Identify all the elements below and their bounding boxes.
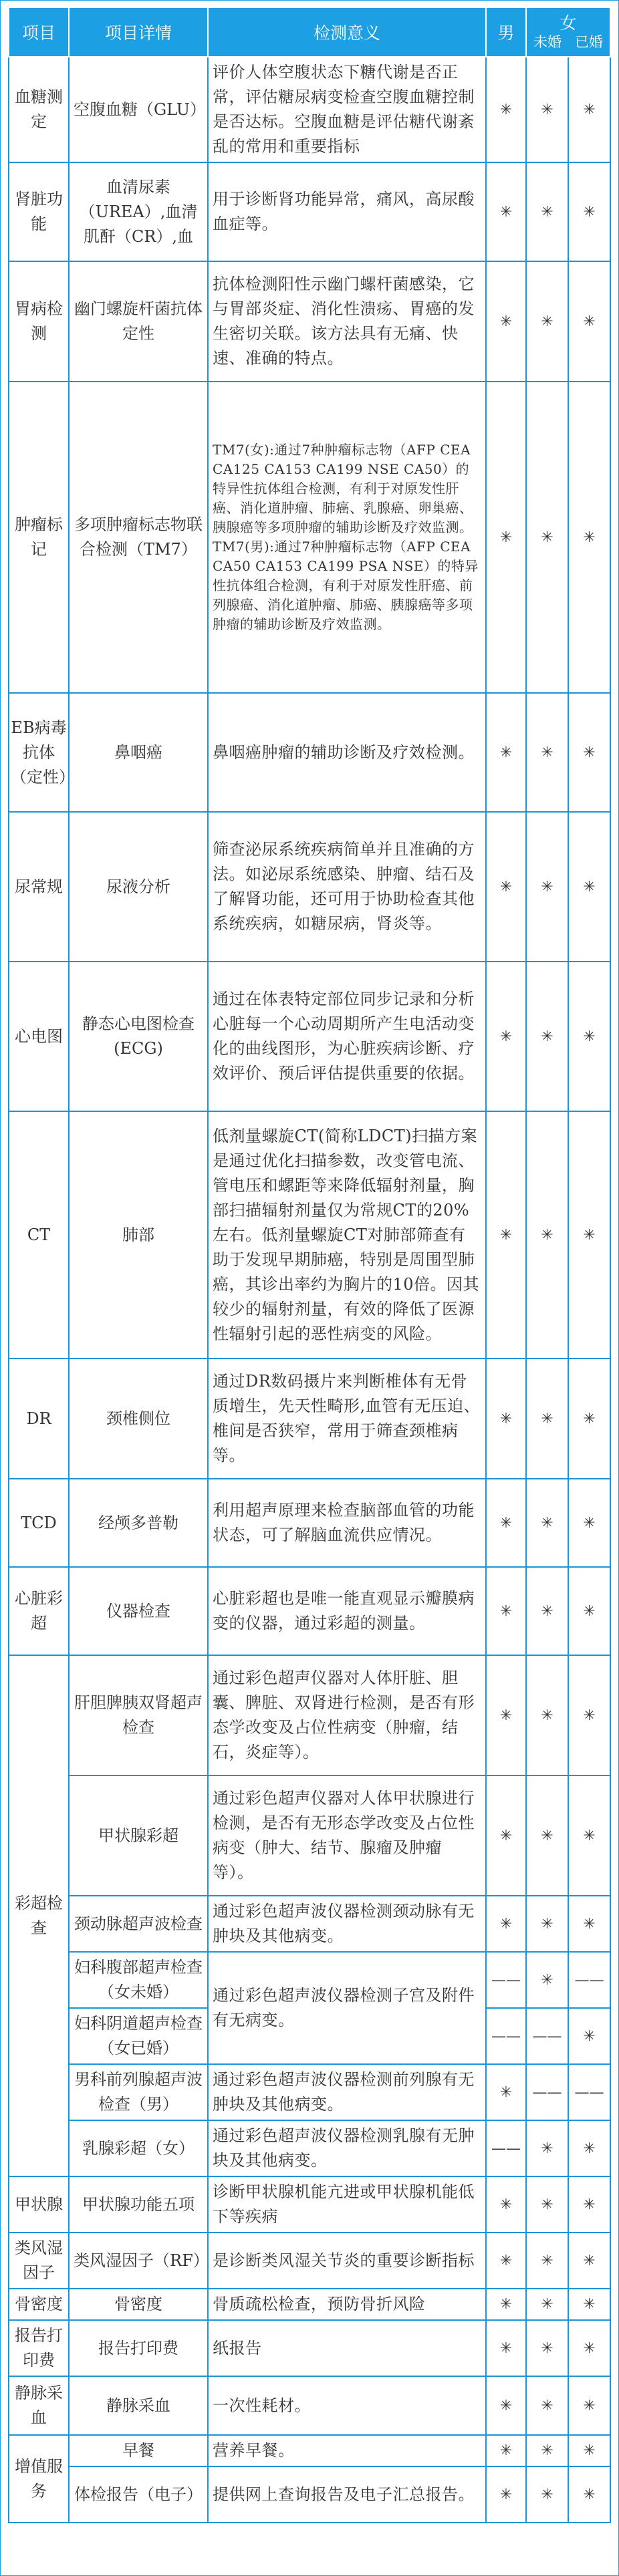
header-unmarried: 未婚	[533, 34, 562, 50]
table-row	[9, 2233, 610, 2289]
unmarried-mark: ✳	[526, 1896, 568, 1952]
table-row	[9, 2064, 610, 2120]
meaning-cell: 一次性耗材。	[208, 2376, 486, 2435]
unmarried-mark: ✳	[526, 1775, 568, 1896]
meaning-cell: 筛查泌尿系统疾病简单并且准确的方法。如泌尿系统感染、肿瘤、结石及了解肾功能，还可用于协助检查其他系统疾病，如糖尿病，肾炎等。	[208, 812, 486, 962]
meaning-cell: 通过彩色超声波仪器检测颈动脉有无肿块及其他病变。	[208, 1896, 486, 1952]
male-mark: ✳	[486, 2289, 526, 2320]
table-row	[9, 57, 610, 162]
married-mark: ✳	[568, 2176, 610, 2233]
category-cell: DR	[9, 1358, 69, 1479]
item-cell: 鼻咽癌	[69, 693, 208, 812]
category-cell: TCD	[9, 1479, 69, 1567]
table-row	[9, 1655, 610, 1775]
married-mark: ✳	[568, 1775, 610, 1896]
item-cell: 颈椎侧位	[69, 1358, 208, 1479]
table-row	[9, 1775, 610, 1896]
meaning-cell: 评价人体空腹状态下糖代谢是否正常，评估糖尿病变检查空腹血糖控制是否达标。空腹血糖是评估糖代谢紊乱的常用和重要指标	[208, 57, 486, 162]
male-mark: ✳	[486, 261, 526, 382]
male-mark: ✳	[486, 962, 526, 1111]
meaning-cell: 抗体检测阳性示幽门螺杆菌感染，它与胃部炎症、消化性溃疡、胃癌的发生密切关联。该方法具有无痛、快速、准确的特点。	[208, 261, 486, 382]
header-female	[526, 7, 610, 57]
married-mark: ——	[568, 1952, 610, 2008]
meaning-cell: 通过彩色超声仪器对人体甲状腺进行检测，是否有无形态学改变及占位性病变（肿大、结节、腺瘤及肿瘤等）。	[208, 1775, 486, 1896]
category-cell: 类风湿因子	[9, 2233, 69, 2289]
table-body	[9, 57, 610, 2523]
table-row	[9, 2289, 610, 2320]
item-cell: 仪器检查	[69, 1567, 208, 1655]
category-cell: 肿瘤标记	[9, 382, 69, 693]
meaning-cell: 利用超声原理来检查脑部血管的功能状态，可了解脑血流供应情况。	[208, 1479, 486, 1567]
male-mark: ✳	[486, 1896, 526, 1952]
unmarried-mark: ✳	[526, 693, 568, 812]
unmarried-mark: ✳	[526, 2320, 568, 2376]
male-mark: ✳	[486, 162, 526, 261]
meaning-cell: 营养早餐。	[208, 2435, 486, 2466]
unmarried-mark: ✳	[526, 2435, 568, 2466]
item-cell: 空腹血糖（GLU）	[69, 57, 208, 162]
table-row	[9, 1111, 610, 1358]
male-mark: ✳	[486, 2320, 526, 2376]
category-cell: 血糖测定	[9, 57, 69, 162]
married-mark: ✳	[568, 812, 610, 962]
category-cell: 静脉采血	[9, 2376, 69, 2435]
table-row	[9, 2120, 610, 2176]
married-mark: ✳	[568, 57, 610, 162]
table-row	[9, 382, 610, 693]
item-cell: 骨密度	[69, 2289, 208, 2320]
meaning-cell: 通过DR数码摄片来判断椎体有无骨质增生，先天性畸形,血管有无压迫、椎间是否狭窄，常用于筛查颈椎病等。	[208, 1358, 486, 1479]
male-mark: ——	[486, 2120, 526, 2176]
category-cell: 心电图	[9, 962, 69, 1111]
item-cell: 血清尿素（UREA）,血清肌酐（CR）,血	[69, 162, 208, 261]
unmarried-mark: ✳	[526, 1479, 568, 1567]
item-cell: 经颅多普勒	[69, 1479, 208, 1567]
male-mark: ✳	[486, 1358, 526, 1479]
male-mark: ✳	[486, 2176, 526, 2233]
item-cell: 静脉采血	[69, 2376, 208, 2435]
table-row	[9, 2376, 610, 2435]
married-mark: ✳	[568, 2320, 610, 2376]
meaning-cell: 提供网上查询报告及电子汇总报告。	[208, 2466, 486, 2523]
male-mark: ✳	[486, 2064, 526, 2120]
male-mark: ✳	[486, 2376, 526, 2435]
item-cell: 体检报告（电子）	[69, 2466, 208, 2523]
meaning-cell: TM7(女):通过7种肿瘤标志物（AFP CEA CA125 CA153 CA199 NSE CA50）的特异性抗体组合检测，有利于对原发性肝癌、消化道肿瘤、肺癌、乳腺癌、卵巢癌、胰腺癌等多项肿瘤的辅助诊断及疗效监测。TM7(男):通过7种肿瘤标志物（AFP CEA CA50 CA153 CA199 PSA NSE）的特异性抗体组合检测，有利于对原发性肝癌、前列腺癌、消化道肿瘤、肺癌、胰腺癌等多项肿瘤的辅助诊断及疗效监测。	[208, 382, 486, 693]
unmarried-mark: ✳	[526, 812, 568, 962]
married-mark: ✳	[568, 1896, 610, 1952]
married-mark: ✳	[568, 2376, 610, 2435]
male-mark: ✳	[486, 1567, 526, 1655]
male-mark: ✳	[486, 382, 526, 693]
unmarried-mark: ✳	[526, 1358, 568, 1479]
category-cell: 增值服务	[9, 2435, 69, 2523]
header-male: 男	[486, 7, 526, 57]
category-cell: CT	[9, 1111, 69, 1358]
table-row	[9, 1896, 610, 1952]
table-row	[9, 261, 610, 382]
category-cell: 骨密度	[9, 2289, 69, 2320]
meaning-cell: 用于诊断肾功能异常，痛风，高尿酸血症等。	[208, 162, 486, 261]
category-cell: 报告打印费	[9, 2320, 69, 2376]
married-mark: ✳	[568, 1358, 610, 1479]
male-mark: ✳	[486, 812, 526, 962]
item-cell: 妇科阴道超声检查（女已婚）	[69, 2008, 208, 2064]
item-cell: 多项肿瘤标志物联合检测（TM7）	[69, 382, 208, 693]
married-mark: ✳	[568, 693, 610, 812]
table-row	[9, 1479, 610, 1567]
unmarried-mark: ✳	[526, 1952, 568, 2008]
unmarried-mark: ✳	[526, 2120, 568, 2176]
unmarried-mark: ✳	[526, 2176, 568, 2233]
male-mark: ✳	[486, 57, 526, 162]
category-cell: 甲状腺	[9, 2176, 69, 2233]
married-mark: ✳	[568, 1655, 610, 1775]
table-row	[9, 812, 610, 962]
unmarried-mark: ✳	[526, 1655, 568, 1775]
married-mark: ✳	[568, 261, 610, 382]
table-row	[9, 162, 610, 261]
male-mark: ✳	[486, 1655, 526, 1775]
header-category: 项目	[9, 7, 69, 57]
item-cell: 尿液分析	[69, 812, 208, 962]
unmarried-mark: ✳	[526, 2376, 568, 2435]
table-row	[9, 1358, 610, 1479]
unmarried-mark: ——	[526, 2008, 568, 2064]
unmarried-mark: ✳	[526, 162, 568, 261]
item-cell: 静态心电图检查(ECG)	[69, 962, 208, 1111]
table-row	[9, 962, 610, 1111]
item-cell: 幽门螺旋杆菌抗体定性	[69, 261, 208, 382]
table-row	[9, 2176, 610, 2233]
unmarried-mark: ✳	[526, 2466, 568, 2523]
item-cell: 甲状腺彩超	[69, 1775, 208, 1896]
meaning-cell: 是诊断类风湿关节炎的重要诊断指标	[208, 2233, 486, 2289]
married-mark: ✳	[568, 2435, 610, 2466]
male-mark: ✳	[486, 693, 526, 812]
category-cell: 心脏彩超	[9, 1567, 69, 1655]
item-cell: 类风湿因子（RF）	[69, 2233, 208, 2289]
item-cell: 男科前列腺超声波检查（男）	[69, 2064, 208, 2120]
item-cell: 肺部	[69, 1111, 208, 1358]
meaning-cell: 纸报告	[208, 2320, 486, 2376]
item-cell: 乳腺彩超（女）	[69, 2120, 208, 2176]
item-cell: 妇科腹部超声检查（女未婚）	[69, 1952, 208, 2008]
category-cell: 胃病检测	[9, 261, 69, 382]
exam-items-table	[8, 7, 611, 2523]
category-cell: 彩超检查	[9, 1655, 69, 2176]
unmarried-mark: ✳	[526, 962, 568, 1111]
header-meaning: 检测意义	[208, 7, 486, 57]
meaning-cell: 通过彩色超声仪器对人体肝脏、胆囊、脾脏、双肾进行检测，是否有形态学改变及占位性病变（肿瘤，结石，炎症等）。	[208, 1655, 486, 1775]
married-mark: ✳	[568, 1567, 610, 1655]
married-mark: ✳	[568, 382, 610, 693]
meaning-cell: 通过彩色超声波仪器检测乳腺有无肿块及其他病变。	[208, 2120, 486, 2176]
unmarried-mark: ——	[526, 2064, 568, 2120]
table-row	[9, 1952, 610, 2008]
item-cell: 早餐	[69, 2435, 208, 2466]
meaning-cell: 通过在体表特定部位同步记录和分析心脏每一个心动周期所产生电活动变化的曲线图形，为心脏疾病诊断、疗效评价、预后评估提供重要的依据。	[208, 962, 486, 1111]
item-cell: 报告打印费	[69, 2320, 208, 2376]
male-mark: ✳	[486, 1775, 526, 1896]
meaning-cell: 诊断甲状腺机能亢进或甲状腺机能低下等疾病	[208, 2176, 486, 2233]
married-mark: ✳	[568, 2120, 610, 2176]
male-mark: ✳	[486, 2435, 526, 2466]
category-cell: 肾脏功能	[9, 162, 69, 261]
table-row	[9, 2320, 610, 2376]
married-mark: ✳	[568, 2466, 610, 2523]
male-mark: ✳	[486, 1479, 526, 1567]
meaning-cell: 低剂量螺旋CT(简称LDCT)扫描方案是通过优化扫描参数，改变管电流、管电压和螺距等来降低辐射剂量，胸部扫描辐射剂量仅为常规CT的20%左右。低剂量螺旋CT对肺部筛查有助于发现早期肺癌，特别是周围型肺癌，其诊出率约为胸片的10倍。因其较少的辐射剂量，有效的降低了医源性辐射引起的恶性病变的风险。	[208, 1111, 486, 1358]
unmarried-mark: ✳	[526, 1111, 568, 1358]
table-row	[9, 1567, 610, 1655]
married-mark: ✳	[568, 2233, 610, 2289]
unmarried-mark: ✳	[526, 1567, 568, 1655]
table-header	[9, 7, 610, 57]
married-mark: ✳	[568, 2289, 610, 2320]
table-row	[9, 2435, 610, 2466]
table-row	[9, 2466, 610, 2523]
meaning-cell: 骨质疏松检查，预防骨折风险	[208, 2289, 486, 2320]
meaning-cell: 鼻咽癌肿瘤的辅助诊断及疗效检测。	[208, 693, 486, 812]
married-mark: ✳	[568, 1479, 610, 1567]
married-mark: ✳	[568, 162, 610, 261]
married-mark: ——	[568, 2064, 610, 2120]
category-cell: EB病毒抗体（定性）	[9, 693, 69, 812]
table-row	[9, 693, 610, 812]
married-mark: ✳	[568, 1111, 610, 1358]
married-mark: ✳	[568, 962, 610, 1111]
header-female-label: 女	[560, 13, 577, 33]
married-mark: ✳	[568, 2008, 610, 2064]
unmarried-mark: ✳	[526, 57, 568, 162]
male-mark: ——	[486, 1952, 526, 2008]
header-married: 已婚	[575, 34, 603, 50]
meaning-cell: 通过彩色超声波仪器检测前列腺有无肿块及其他病变。	[208, 2064, 486, 2120]
male-mark: ✳	[486, 2466, 526, 2523]
meaning-cell: 心脏彩超也是唯一能直观显示瓣膜病变的仪器，通过彩超的测量。	[208, 1567, 486, 1655]
unmarried-mark: ✳	[526, 2233, 568, 2289]
male-mark: ✳	[486, 1111, 526, 1358]
unmarried-mark: ✳	[526, 2289, 568, 2320]
category-cell: 尿常规	[9, 812, 69, 962]
item-cell: 甲状腺功能五项	[69, 2176, 208, 2233]
item-cell: 肝胆脾胰双肾超声检查	[69, 1655, 208, 1775]
unmarried-mark: ✳	[526, 382, 568, 693]
unmarried-mark: ✳	[526, 261, 568, 382]
male-mark: ✳	[486, 2233, 526, 2289]
male-mark: ——	[486, 2008, 526, 2064]
header-item: 项目详情	[69, 7, 208, 57]
item-cell: 颈动脉超声波检查	[69, 1896, 208, 1952]
meaning-cell: 通过彩色超声波仪器检测子宫及附件有无病变。	[208, 1952, 486, 2064]
